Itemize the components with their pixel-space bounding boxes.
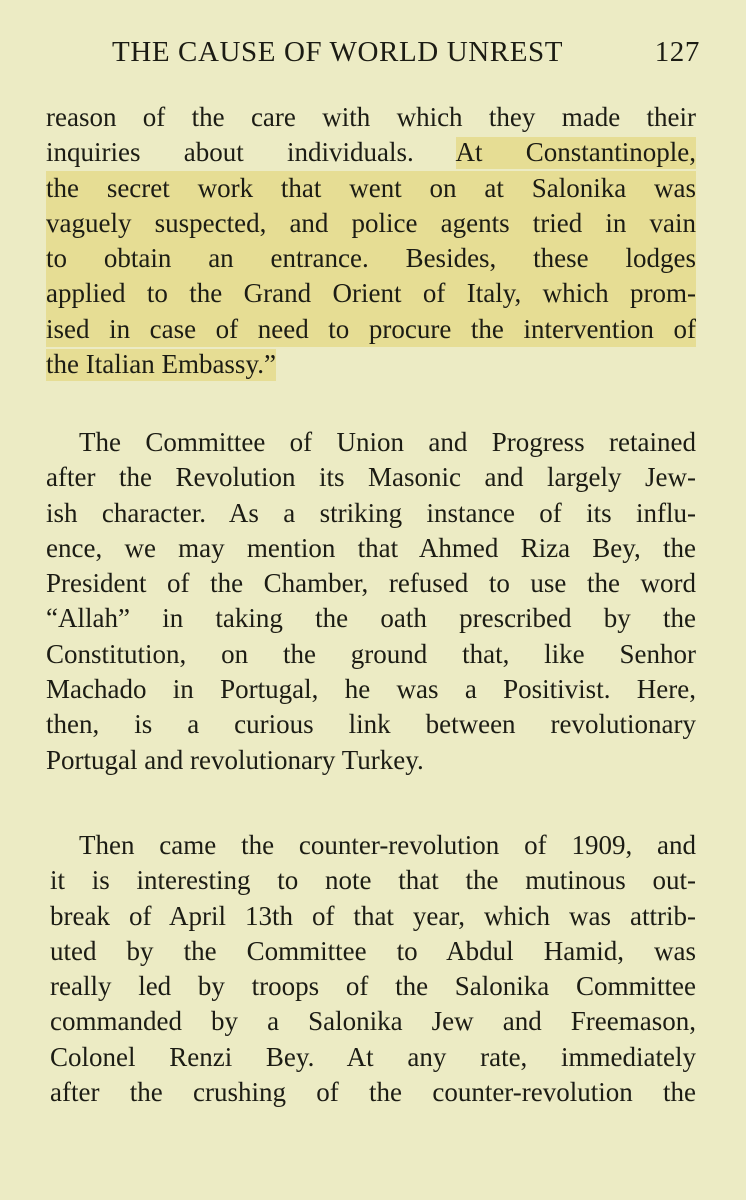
- text-line: commanded by a Salonika Jew and Freemason,: [50, 1006, 696, 1037]
- text-line: reason of the care with which they made their: [46, 102, 696, 132]
- text-line: [46, 135, 696, 170]
- running-header: [112, 32, 700, 72]
- paragraph-counter-revolution: [46, 828, 696, 1110]
- highlighted-line: to obtain an entrance. Besides, these lodges: [46, 241, 696, 276]
- highlighted-line: the secret work that went on at Salonika was: [46, 171, 696, 206]
- text-line: it is interesting to note that the mutinous out-: [50, 865, 696, 896]
- highlighted-line: vaguely suspected, and police agents tried in vain: [46, 206, 696, 241]
- text-line: “Allah” in taking the oath prescribed by the: [46, 603, 696, 634]
- highlighted-text: the Italian Embassy.”: [46, 349, 276, 380]
- text-line: after the crushing of the counter-revolution the: [50, 1077, 696, 1108]
- paragraph-committee: [46, 425, 696, 778]
- text-line: then, is a curious link between revolutionary: [46, 709, 696, 740]
- text-line: President of the Chamber, refused to use the word: [46, 568, 696, 599]
- running-title: THE CAUSE OF WORLD UNREST: [112, 36, 564, 68]
- text-line: Colonel Renzi Bey. At any rate, immediately: [50, 1041, 696, 1072]
- text-line: [46, 347, 696, 382]
- text-line: ish character. As a striking instance of its influ-: [46, 497, 696, 528]
- text-segment: inquiries about individuals.: [46, 137, 414, 168]
- text-line: uted by the Committee to Abdul Hamid, was: [50, 935, 696, 966]
- text-line: Constitution, on the ground that, like Senhor: [46, 638, 696, 669]
- text-line: Machado in Portugal, he was a Positivist. Here,: [46, 674, 696, 705]
- text-line: Then came the counter-revolution of 1909, and: [79, 830, 696, 860]
- highlighted-text: At Constantinople,: [455, 137, 696, 168]
- highlighted-line: ised in case of need to procure the intervention of: [46, 312, 696, 347]
- text-line: The Committee of Union and Progress retained: [79, 427, 696, 457]
- text-line: Portugal and revolutionary Turkey.: [46, 744, 424, 775]
- text-line: break of April 13th of that year, which was attrib-: [50, 900, 696, 931]
- text-line: really led by troops of the Salonika Committee: [50, 971, 696, 1002]
- highlighted-line: applied to the Grand Orient of Italy, which prom-: [46, 276, 696, 311]
- text-line: after the Revolution its Masonic and largely Jew-: [46, 462, 696, 493]
- page-number: 127: [654, 36, 700, 68]
- text-line: ence, we may mention that Ahmed Riza Bey, the: [46, 532, 696, 563]
- paragraph-quote-end: [46, 100, 696, 382]
